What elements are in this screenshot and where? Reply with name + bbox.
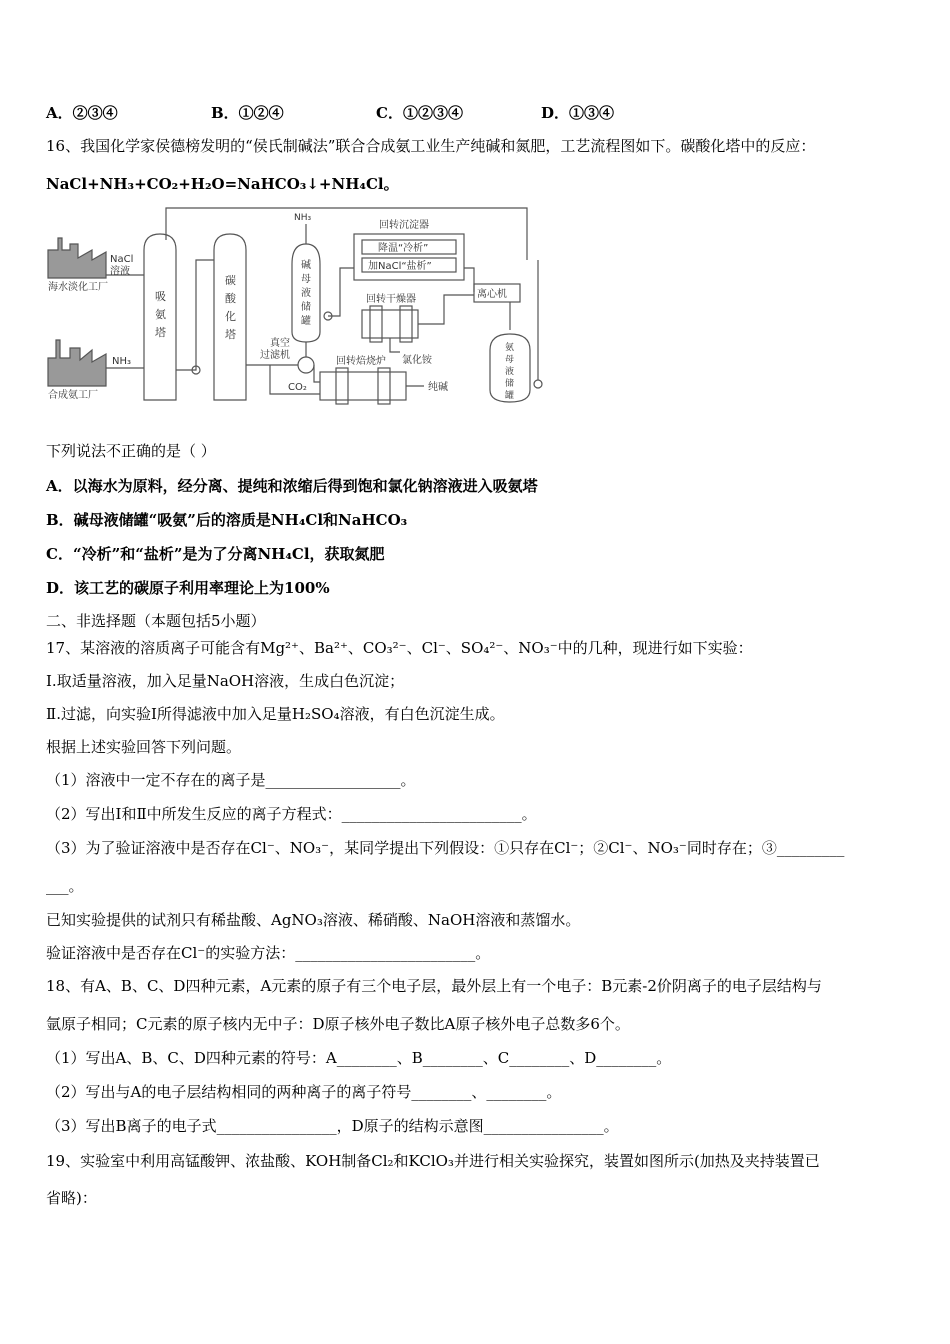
ammonia-tank-4: 储 — [505, 379, 515, 389]
q17-q2: （2）写出Ⅰ和Ⅱ中所发生反应的离子方程式：________________________。 — [46, 805, 537, 823]
q18-q3: （3）写出B离子的电子式________________，D原子的结构示意图________________。 — [46, 1117, 619, 1135]
process-flow-diagram — [44, 200, 544, 415]
carbonator-2: 酸 — [225, 292, 236, 305]
q16-prompt: 下列说法不正确的是（ ） — [46, 442, 216, 460]
label-ammonium-chloride: 氯化铵 — [402, 355, 432, 366]
carbonator-4: 塔 — [225, 328, 236, 341]
label-vacuum-2: 过滤机 — [260, 350, 290, 361]
q16-equation: NaCl+NH₃+CO₂+H₂O=NaHCO₃↓+NH₄Cl。 — [46, 175, 399, 193]
mother-tank-1: 碱 — [301, 260, 311, 271]
absorber-1: 吸 — [155, 290, 166, 303]
label-nacl-1: NaCl — [110, 254, 134, 265]
label-co2: CO₂ — [288, 382, 307, 393]
absorber-2: 氨 — [155, 308, 166, 321]
mother-tank-5: 罐 — [301, 316, 311, 327]
q18-stem-1: 18、有A、B、C、D四种元素，A元素的原子有三个电子层，最外层上有一个电子：B元素-2价阴离子的电子层结构与 — [46, 977, 822, 995]
q16-option-d: D．该工艺的碳原子利用率理论上为100% — [46, 579, 330, 597]
q15-option-a: A．②③④ — [46, 104, 118, 122]
label-rotary-calciner: 回转焙烧炉 — [336, 356, 386, 367]
label-vacuum-1: 真空 — [270, 338, 290, 349]
ammonia-tank-1: 氨 — [505, 343, 515, 353]
q17-exp2: Ⅱ.过滤，向实验Ⅰ所得滤液中加入足量H₂SO₄溶液，有白色沉淀生成。 — [46, 705, 505, 723]
label-seawater-plant: 海水淡化工厂 — [48, 282, 108, 293]
ammonia-tank-2: 母 — [505, 355, 515, 365]
q17-q3: （3）为了验证溶液中是否存在Cl⁻、NO₃⁻，某同学提出下列假设：①只存在Cl⁻；②Cl⁻、NO₃⁻同时存在；③_________ — [46, 839, 845, 857]
q19-stem-1: 19、实验室中利用高锰酸钾、浓盐酸、KOH制备Cl₂和KClO₃并进行相关实验探究，装置如图所示(加热及夹持装置已 — [46, 1152, 820, 1170]
absorber-3: 塔 — [155, 326, 166, 339]
q17-stem: 17、某溶液的溶质离子可能含有Mg²⁺、Ba²⁺、CO₃²⁻、Cl⁻、SO₄²⁻、NO₃⁻中的几种，现进行如下实验： — [46, 639, 753, 657]
q17-method: 验证溶液中是否存在Cl⁻的实验方法：________________________。 — [46, 944, 491, 962]
ammonia-tank-5: 罐 — [505, 391, 515, 401]
label-nacl-2: 溶液 — [110, 266, 130, 277]
label-ammonia-plant: 合成氨工厂 — [48, 390, 98, 401]
label-soda: 纯碱 — [428, 382, 448, 393]
ammonia-tank-3: 液 — [505, 367, 515, 377]
label-rotary-dryer: 回转干燥器 — [366, 294, 416, 305]
section-heading: 二、非选择题（本题包括5小题） — [46, 612, 266, 630]
label-rotary-settler: 回转沉淀器 — [379, 220, 429, 231]
q16-stem: 16、我国化学家侯德榜发明的“侯氏制碱法”联合合成氨工业生产纯碱和氮肥，工艺流程图如下。碳酸化塔中的反应： — [46, 137, 816, 155]
q17-exp1: Ⅰ.取适量溶液，加入足量NaOH溶液，生成白色沉淀； — [46, 672, 405, 690]
q16-option-c: C．“冷析”和“盐析”是为了分离NH₄Cl，获取氮肥 — [46, 545, 385, 563]
carbonator-1: 碳 — [225, 274, 236, 287]
q18-q2: （2）写出与A的电子层结构相同的两种离子的离子符号________、________。 — [46, 1083, 562, 1101]
label-nh3-top: NH₃ — [294, 213, 312, 223]
q19-stem-2: 省略)： — [46, 1189, 97, 1207]
q16-option-a: A．以海水为原料，经分离、提纯和浓缩后得到饱和氯化钠溶液进入吸氨塔 — [46, 477, 538, 495]
mother-tank-4: 储 — [301, 302, 311, 313]
mother-tank-2: 母 — [301, 274, 311, 285]
q15-option-b: B．①②④ — [211, 104, 284, 122]
q15-option-d: D．①③④ — [541, 104, 615, 122]
q17-reagents: 已知实验提供的试剂只有稀盐酸、AgNO₃溶液、稀硝酸、NaOH溶液和蒸馏水。 — [46, 911, 581, 929]
q15-option-c: C．①②③④ — [376, 104, 463, 122]
label-nh3-in: NH₃ — [112, 356, 132, 367]
q18-stem-2: 氩原子相同；C元素的原子核内无中子：D原子核外电子数比A原子核外电子总数多6个。 — [46, 1015, 630, 1033]
label-salting: 加NaCl“盐析” — [368, 261, 432, 272]
q17-q3-cont: ___。 — [46, 877, 84, 895]
mother-tank-3: 液 — [301, 288, 311, 299]
q18-q1: （1）写出A、B、C、D四种元素的符号：A________、B________、C________、D________。 — [46, 1049, 672, 1067]
q16-option-b: B．碱母液储罐“吸氨”后的溶质是NH₄Cl和NaHCO₃ — [46, 511, 408, 529]
label-cooling: 降温“冷析” — [378, 243, 429, 254]
label-centrifuge: 离心机 — [477, 289, 507, 300]
q17-q1: （1）溶液中一定不存在的离子是__________________。 — [46, 771, 416, 789]
q17-intro: 根据上述实验回答下列问题。 — [46, 738, 242, 756]
carbonator-3: 化 — [225, 310, 236, 323]
